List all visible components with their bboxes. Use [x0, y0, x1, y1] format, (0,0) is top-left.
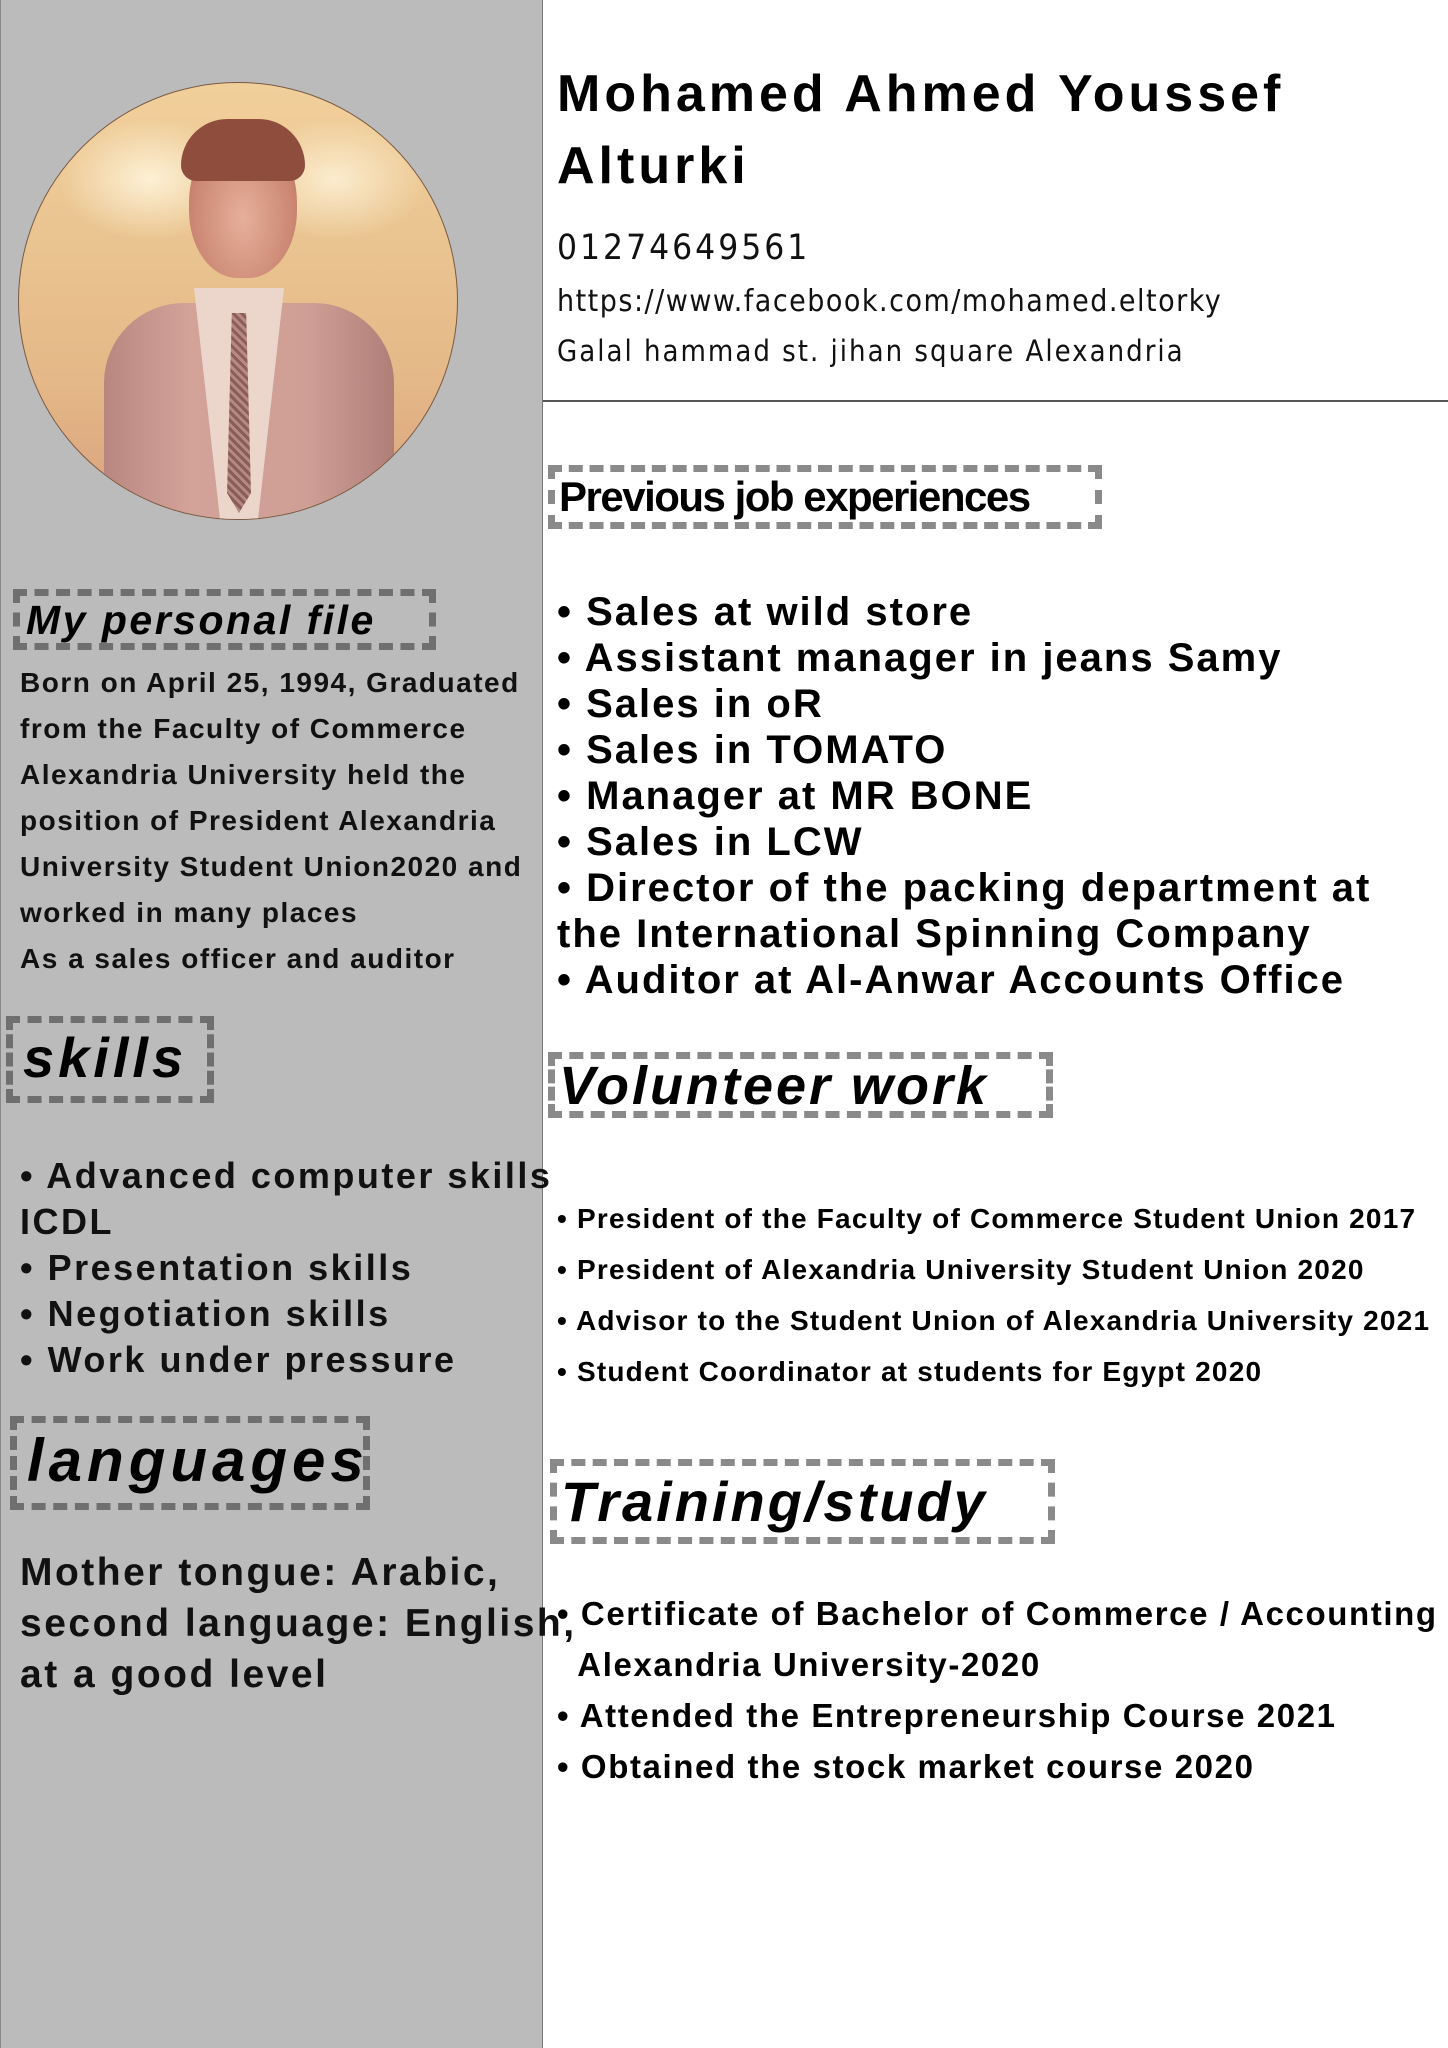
- sidebar: [0, 0, 577, 2048]
- personal-file-heading-text: My personal file: [26, 597, 376, 643]
- personal-file-text: [20, 660, 522, 982]
- phone-number: 01274649561: [557, 228, 811, 268]
- skills-heading-text: skills: [23, 1026, 188, 1089]
- personal-line: position of President Alexandria: [20, 805, 497, 836]
- profile-photo: [18, 82, 458, 520]
- skills-heading: [6, 1016, 214, 1103]
- job-item: • Sales in TOMATO: [557, 728, 948, 772]
- languages-heading-text: languages: [27, 1427, 369, 1494]
- personal-line: Alexandria University held the: [20, 759, 467, 790]
- personal-line: worked in many places: [20, 897, 359, 928]
- training-item: Alexandria University-2020: [557, 1646, 1041, 1683]
- job-item: the International Spinning Company: [557, 912, 1312, 956]
- job-item: • Director of the packing department at: [557, 866, 1372, 910]
- facebook-link[interactable]: https://www.facebook.com/mohamed.eltorky: [557, 284, 1223, 319]
- personal-line: University Student Union2020 and: [20, 851, 523, 882]
- full-name: [557, 58, 1284, 202]
- job-item: • Assistant manager in jeans Samy: [557, 636, 1283, 680]
- job-item: • Manager at MR BONE: [557, 774, 1034, 818]
- main-content: [543, 0, 1448, 2048]
- volunteer-item: • President of Alexandria University Student Union 2020: [557, 1254, 1365, 1285]
- skill-item: ICDL: [20, 1201, 114, 1242]
- skill-item: • Advanced computer skills: [20, 1155, 553, 1196]
- job-item: • Sales at wild store: [557, 590, 974, 634]
- skill-item: • Presentation skills: [20, 1247, 414, 1288]
- skills-list: [20, 1153, 552, 1383]
- jobs-heading-text: Previous job experiences: [559, 473, 1030, 520]
- job-item: • Auditor at Al-Anwar Accounts Office: [557, 958, 1346, 1002]
- job-item: • Sales in oR: [557, 682, 824, 726]
- training-item: • Attended the Entrepreneurship Course 2021: [557, 1697, 1337, 1734]
- header-divider: [543, 400, 1448, 402]
- personal-line: Born on April 25, 1994, Graduated: [20, 667, 520, 698]
- training-list: [557, 1588, 1438, 1792]
- training-item: • Obtained the stock market course 2020: [557, 1748, 1255, 1785]
- training-heading: [550, 1459, 1055, 1544]
- volunteer-list: [557, 1193, 1430, 1397]
- volunteer-heading: [548, 1052, 1053, 1118]
- skill-item: • Negotiation skills: [20, 1293, 391, 1334]
- personal-line: As a sales officer and auditor: [20, 943, 456, 974]
- name-line-1: Mohamed Ahmed Youssef: [557, 65, 1285, 123]
- jobs-list: [557, 589, 1371, 1003]
- address: Galal hammad st. jihan square Alexandria: [557, 334, 1185, 368]
- skill-item: • Work under pressure: [20, 1339, 457, 1380]
- personal-line: from the Faculty of Commerce: [20, 713, 467, 744]
- personal-file-heading: [13, 589, 436, 650]
- job-item: • Sales in LCW: [557, 820, 864, 864]
- training-heading-text: Training/study: [561, 1470, 988, 1533]
- languages-heading: [10, 1416, 370, 1510]
- photo-hair: [181, 119, 305, 181]
- language-line: second language: English,: [20, 1602, 577, 1645]
- volunteer-item: • President of the Faculty of Commerce Student Union 2017: [557, 1203, 1417, 1234]
- volunteer-item: • Advisor to the Student Union of Alexandria University 2021: [557, 1305, 1431, 1336]
- language-line: at a good level: [20, 1653, 329, 1696]
- volunteer-item: • Student Coordinator at students for Egypt 2020: [557, 1356, 1263, 1387]
- volunteer-heading-text: Volunteer work: [559, 1056, 990, 1116]
- jobs-heading: [548, 465, 1102, 529]
- language-line: Mother tongue: Arabic,: [20, 1551, 501, 1594]
- languages-text: [20, 1547, 577, 1700]
- name-line-2: Alturki: [557, 137, 750, 195]
- training-item: • Certificate of Bachelor of Commerce / Accounting: [557, 1595, 1438, 1632]
